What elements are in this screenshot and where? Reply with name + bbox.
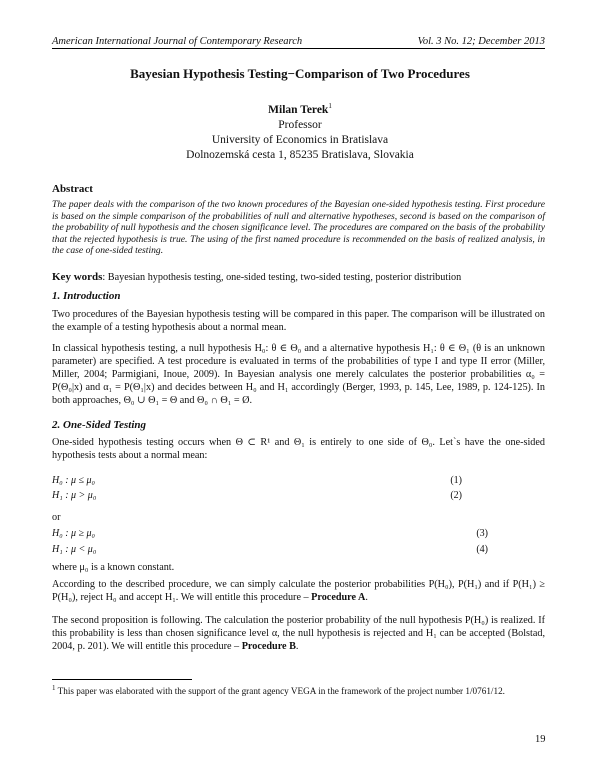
equation-4-number: (4) <box>476 544 488 555</box>
keywords-label: Key words <box>52 271 103 283</box>
footnote <box>52 684 545 696</box>
or-text: or <box>52 512 61 523</box>
author-name: Milan Terek <box>268 103 329 116</box>
author-address: Dolnozemská cesta 1, 85235 Bratislava, Slovakia <box>186 148 414 161</box>
equation-3-number: (3) <box>476 528 488 539</box>
keywords <box>52 271 545 284</box>
section-1-heading: 1. Introduction <box>52 290 121 302</box>
journal-name: American International Journal of Contemporary Research <box>52 36 303 47</box>
equation-2 <box>52 490 462 501</box>
procedure-a-text: According to the described procedure, we can simply calculate the posterior probabilities P(H₀), P(H₁) and if P(H₁) ≥ P(H₀), reject H₀ and accept H₁. We will entitle this procedure – <box>52 579 545 603</box>
procedure-b-paragraph <box>52 614 545 653</box>
equation-3-text: H₀ : μ ≥ μ₀ <box>52 528 96 539</box>
paper-title: Bayesian Hypothesis Testing−Comparison of Two Procedures <box>130 66 470 81</box>
equation-1-text: H₀ : μ ≤ μ₀ <box>52 475 96 486</box>
section-1-para-2: In classical hypothesis testing, a null hypothesis H₀: θ ∈ Θ₀ and a alternative hypothesis H₁: θ ∈ Θ₁ (θ is an unknown parameter) are specified. A test procedure is evaluated in terms of the probabilities of type I and type II error (Miller, Miller, 2004; Parmigiani, Inoue, 2009). In Bayesian analysis one merely calculates the posterior probabilities α₀ = P(Θ₀|x) and α₁ = P(Θ₁|x) and decides between H₀ and H₁ accordingly (Berger, 1993, p. 145, Lee, 1989, p. 124-125). In both approaches, Θ₀ ∪ Θ₁ = Θ and Θ₀ ∩ Θ₁ = Ø. <box>52 343 545 406</box>
equation-1-number: (1) <box>450 475 462 486</box>
footnote-divider <box>52 679 192 680</box>
author-affiliation: University of Economics in Bratislava <box>211 133 389 146</box>
running-header <box>52 36 545 49</box>
abstract-heading: Abstract <box>52 183 93 195</box>
procedure-a-period: . <box>365 592 368 603</box>
page-number: 19 <box>535 734 546 745</box>
equation-1 <box>52 475 462 486</box>
author-block <box>0 99 600 163</box>
procedure-a-paragraph <box>52 578 545 604</box>
footnote-mark: 1 <box>52 684 56 692</box>
procedure-b-text: The second proposition is following. The calculation the posterior probability of the null hypothesis P(H₀) is realized. If this probability is less than chosen significance level α, the null hypothesis is rejected and H₁ can be accepted (Bolstad, 2004, p. 201). We will entitle this procedure – <box>52 615 545 652</box>
equation-2-number: (2) <box>450 490 462 501</box>
section-1-para-1: Two procedures of the Bayesian hypothesis testing will be compared in this paper. The comparison will be illustrated on the example of a testing hypothesis about a normal mean. <box>52 309 545 333</box>
equation-2-text: H₁ : μ > μ₀ <box>52 490 97 501</box>
equation-3 <box>52 528 488 539</box>
equation-4-text: H₁ : μ < μ₀ <box>52 544 97 555</box>
issue-info: Vol. 3 No. 12; December 2013 <box>417 36 545 47</box>
procedure-a-label: Procedure A <box>311 592 366 603</box>
procedure-b-label: Procedure B <box>241 641 296 652</box>
equation-4 <box>52 544 488 555</box>
procedure-b-period: . <box>295 641 299 652</box>
keywords-text: : Bayesian hypothesis testing, one-sided testing, two-sided testing, posterior distribution <box>102 272 462 283</box>
abstract-text: The paper deals with the comparison of the two known procedures of the Bayesian one-sided hypothesis testing. First procedure is based on the simple comparison of the probabilities of null and alternative hypotheses, second is based on the comparison of the probability of null hypothesis and the chosen significance level. The procedures are compared on the basis of the probability that the rejected hypothesis is true. The using of the first named procedure is recommended on the basis of realized analysis, in the case of one-sided testing. <box>52 199 545 257</box>
author-position: Professor <box>278 118 322 131</box>
section-2-heading: 2. One-Sided Testing <box>52 419 147 431</box>
where-text: where μ₀ is a known constant. <box>52 562 175 573</box>
footnote-text: This paper was elaborated with the support of the grant agency VEGA in the framework of the project number 1/0761/12. <box>55 686 505 697</box>
author-footnote-mark: 1 <box>328 102 332 110</box>
section-2-para-1: One-sided hypothesis testing occurs when Θ ⊂ R¹ and Θ₁ is entirely to one side of Θ₀. Let`s have the one-sided hypothesis tests about a normal mean: <box>52 437 545 461</box>
